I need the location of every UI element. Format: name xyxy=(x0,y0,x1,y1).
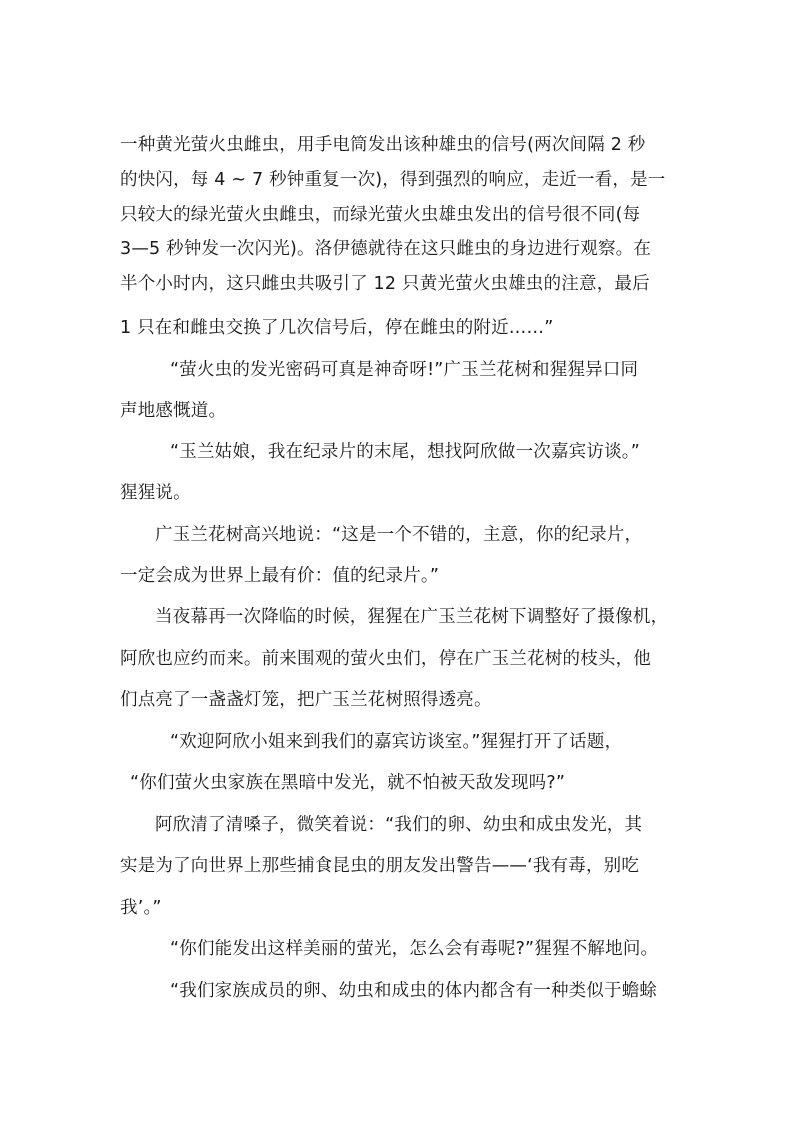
text-line: 实是为了向世界上那些捕食昆虫的朋友发出警告——‘我有毒，别吃 xyxy=(120,856,640,876)
text-line: 阿欣也应约而来。前来围观的萤火虫们，停在广玉兰花树的枝头，他 xyxy=(120,649,651,669)
text-line: “我们家族成员的卵、幼虫和成虫的体内都含有一种类似于蟾蜍 xyxy=(170,981,658,1001)
text-line: “你们萤火虫家族在黑暗中发光，就不怕被天敌发现吗?” xyxy=(130,773,566,793)
text-line: 广玉兰花树高兴地说：“这是一个不错的，主意，你的纪录片， xyxy=(155,525,643,545)
text-line: “萤火虫的发光密码可真是神奇呀!”广玉兰花树和猩猩异口同 xyxy=(170,360,639,380)
text-line: 当夜幕再一次降临的时候，猩猩在广玉兰花树下调整好了摄像机， xyxy=(155,607,669,627)
text-line: 们点亮了一盏盏灯笼，把广玉兰花树照得透亮。 xyxy=(120,690,492,710)
text-line: 声地感慨道。 xyxy=(120,401,227,421)
text-line: “你们能发出这样美丽的萤光，怎么会有毒呢?”猩猩不解地问。 xyxy=(170,939,659,959)
text-line: 3—5 秒钟发一次闪光)。洛伊德就待在这只雌虫的身边进行观察。在 xyxy=(120,239,652,259)
text-line: 我’。” xyxy=(120,898,162,918)
text-line: 一种黄光萤火虫雌虫，用手电筒发出该种雄虫的信号(两次间隔 2 秒 xyxy=(120,135,646,155)
text-line: 阿欣清了清嗓子，微笑着说：“我们的卵、幼虫和成虫发光，其 xyxy=(155,815,643,835)
text-line: 一定会成为世界上最有价：值的纪录片。” xyxy=(120,566,440,586)
text-line: 半个小时内，这只雌虫共吸引了 12 只黄光萤火虫雄虫的注意，最后 xyxy=(120,274,650,294)
text-line: 猩猩说。 xyxy=(120,483,191,503)
text-line: 1 只在和雌虫交换了几次信号后，停在雌虫的附近……” xyxy=(120,318,554,338)
text-line: “欢迎阿欣小姐来到我们的嘉宾访谈室。”猩猩打开了话题， xyxy=(170,732,623,752)
text-line: “玉兰姑娘，我在纪录片的末尾，想找阿欣做一次嘉宾访谈。” xyxy=(170,442,640,462)
text-line: 只较大的绿光萤火虫雌虫，而绿光萤火虫雄虫发出的信号很不同(每 xyxy=(120,205,641,225)
text-line: 的快闪，每 4 ~ 7 秒钟重复一次)，得到强烈的响应，走近一看，是一 xyxy=(120,170,666,190)
